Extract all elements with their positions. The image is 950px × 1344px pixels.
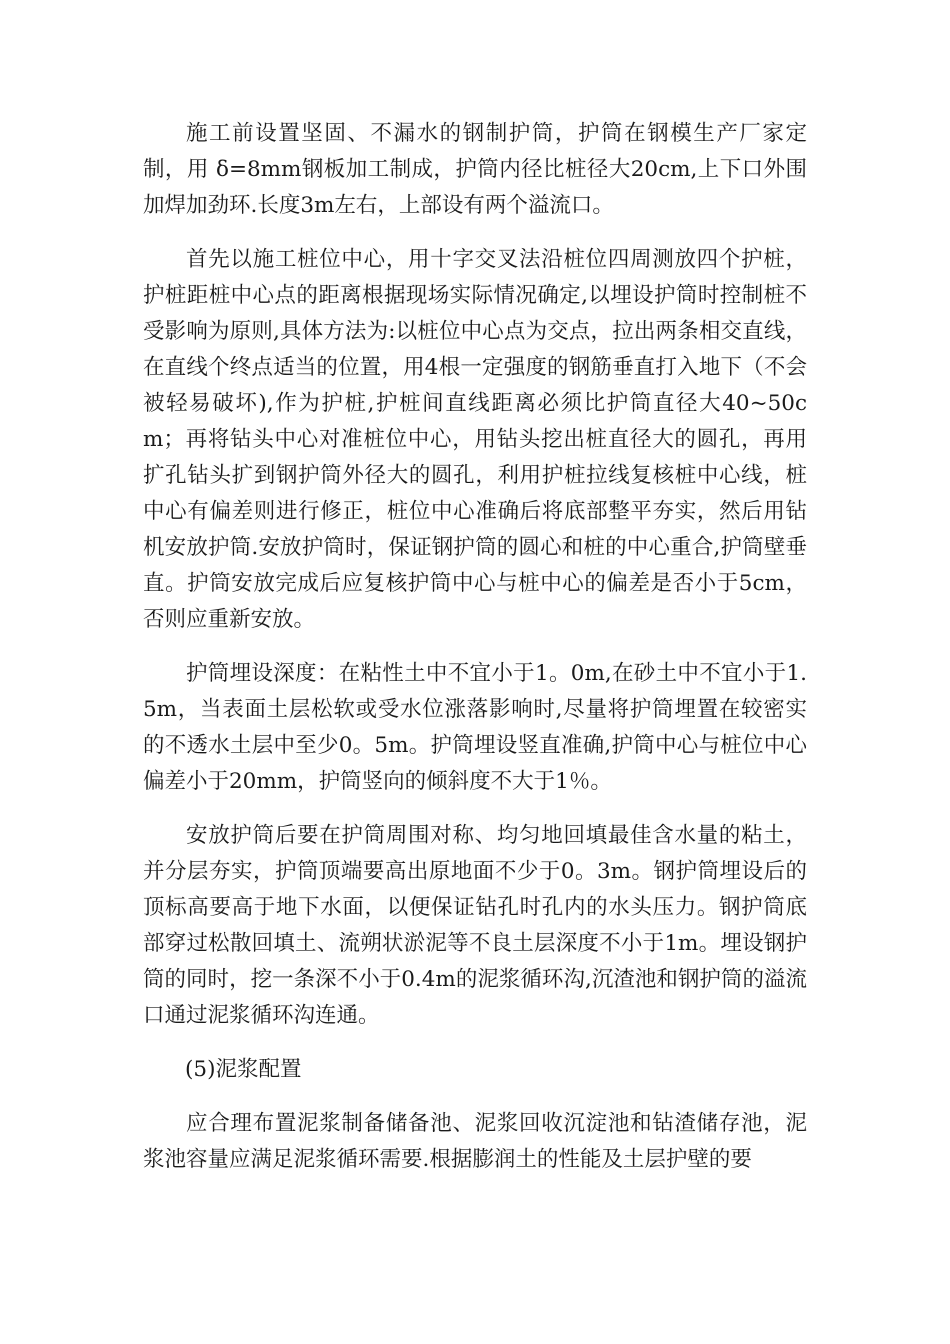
paragraph-casing-depth: 护筒埋设深度：在粘性土中不宜小于1。0m,在砂土中不宜小于1.5m，当表面土层松软或受水位涨落影响时,尽量将护筒埋置在较密实的不透水土层中至少0。5m。护筒埋设竖直准确,护筒中心与桩位中心偏差小于20mm，护筒竖向的倾斜度不大于1％。 [143,661,807,794]
paragraph-casing-positioning: 首先以施工桩位中心，用十字交叉法沿桩位四周测放四个护桩，护桩距桩中心点的距离根据现场实际情况确定,以埋设护筒时控制桩不受影响为原则,具体方法为:以桩位中心点为交点，拉出两条相交直线，在直线个终点适当的位置，用4根一定强度的钢筋垂直打入地下（不会被轻易破坏),作为护桩,护桩间直线距离必须比护筒直径大40~50cm；再将钻头中心对准桩位中心，用钻头挖出桩直径大的圆孔，再用扩孔钻头扩到钢护筒外径大的圆孔，利用护桩拉线复核桩中心线，桩中心有偏差则进行修正，桩位中心准确后将底部整平夯实，然后用钻机安放护筒.安放护筒时，保证钢护筒的圆心和桩的中心重合,护筒壁垂直。护筒安放完成后应复核护筒中心与桩中心的偏差是否小于5cm，否则应重新安放。 [143,247,807,632]
paragraph-casing-fabrication: 施工前设置坚固、不漏水的钢制护筒，护筒在钢模生产厂家定制，用 δ=8mm钢板加工制成，护筒内径比桩径大20cm,上下口外围加焊加劲环.长度3m左右，上部设有两个溢流口。 [143,121,807,218]
paragraph-mud-pool: 应合理布置泥浆制备储备池、泥浆回收沉淀池和钻渣储存池，泥浆池容量应满足泥浆循环需要.根据膨润土的性能及土层护壁的要 [143,1111,807,1172]
paragraph-casing-backfill: 安放护筒后要在护筒周围对称、均匀地回填最佳含水量的粘土，并分层夯实，护筒顶端要高出原地面不少于0。3m。钢护筒埋设后的顶标高要高于地下水面，以便保证钻孔时孔内的水头压力。钢护筒底部穿过松散回填土、流朔状淤泥等不良土层深度不小于1m。埋设钢护筒的同时，挖一条深不小于0.4m的泥浆循环沟,沉渣池和钢护筒的溢流口通过泥浆循环沟连通。 [143,823,807,1028]
document-body [143,116,807,1178]
section-heading-mud-preparation: (5)泥浆配置 [185,1057,302,1082]
